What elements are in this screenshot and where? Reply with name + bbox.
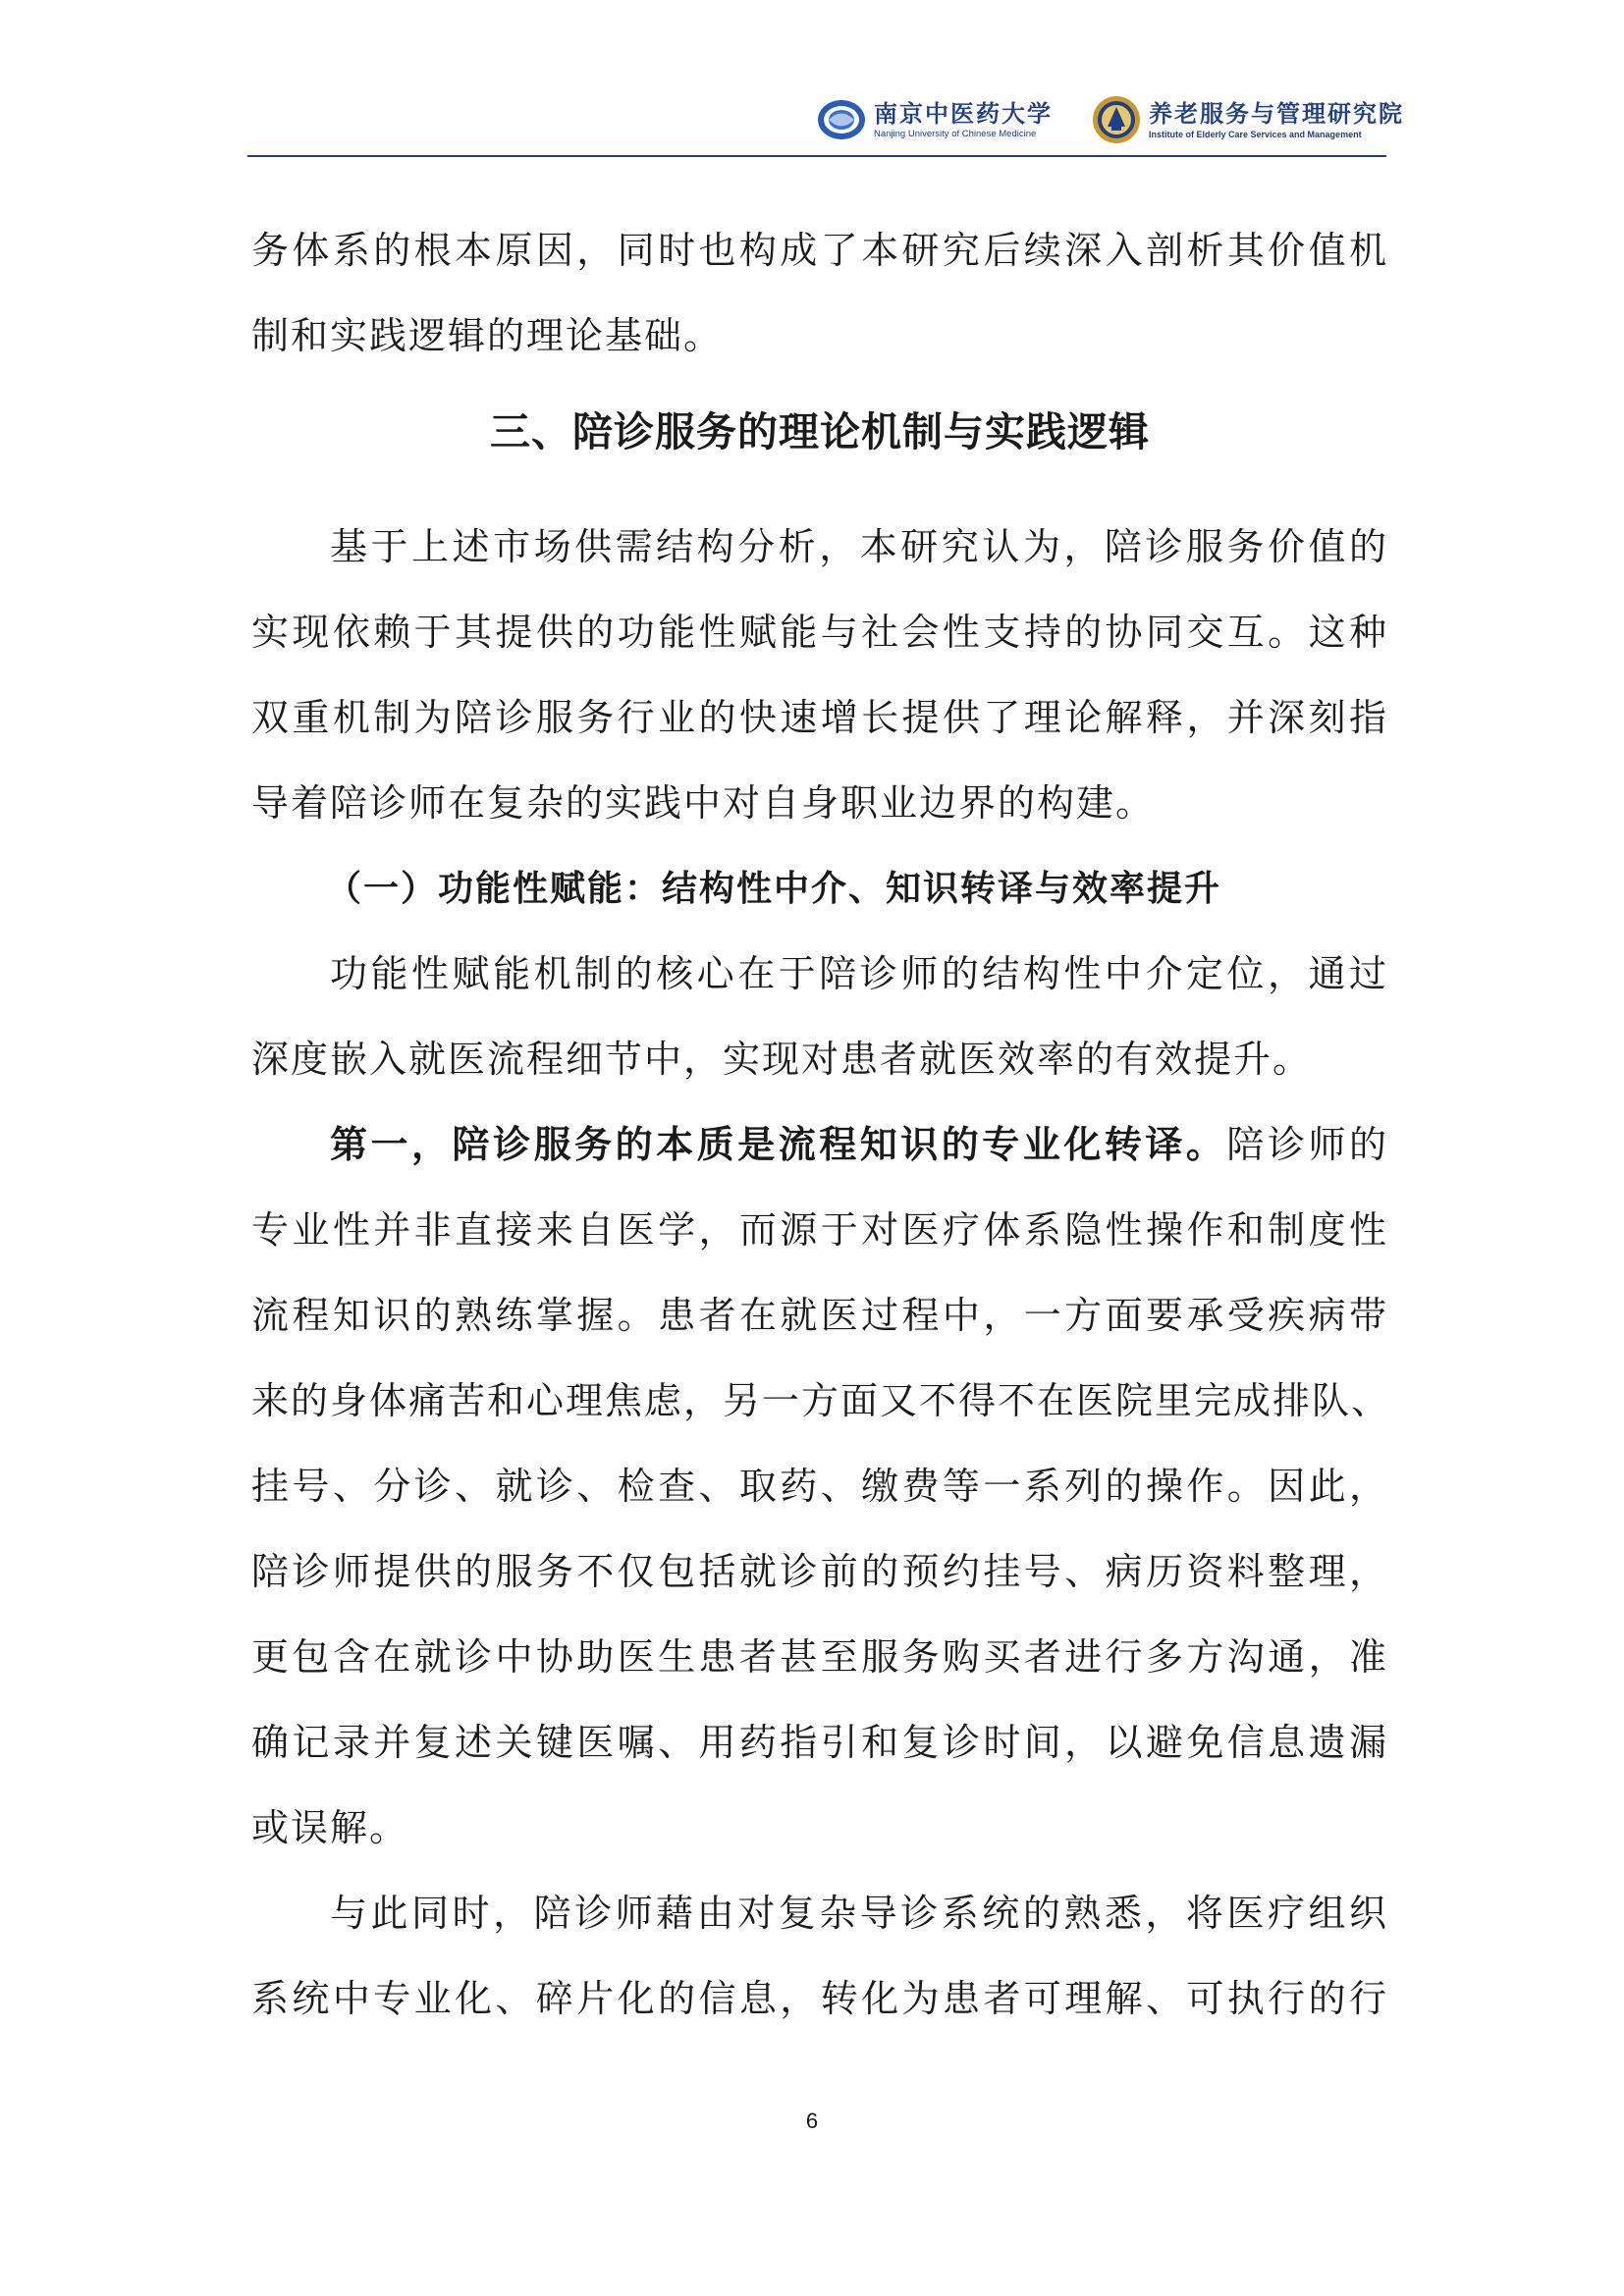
page-number: 6 xyxy=(805,2109,819,2133)
text-line: 制和实践逻辑的理论基础。 xyxy=(251,314,724,357)
institute-emblem-icon xyxy=(1092,95,1141,144)
text-line: 与此同时，陪诊师藉由对复杂导诊系统的熟悉，将医疗组织 xyxy=(330,1892,1388,1935)
institute-logo xyxy=(1092,90,1404,149)
bold-lead-sentence: 第一，陪诊服务的本质是流程知识的专业化转译。 xyxy=(330,1123,1227,1166)
header-divider xyxy=(247,155,1386,157)
text-line: 流程知识的熟练掌握。患者在就医过程中，一方面要承受疾病带 xyxy=(251,1294,1388,1337)
text-line: 系统中专业化、碎片化的信息，转化为患者可理解、可执行的行 xyxy=(251,1977,1388,2020)
paragraph xyxy=(251,1102,1391,1871)
text-line: 更包含在就诊中协助医生患者甚至服务购买者进行多方沟通，准 xyxy=(251,1635,1388,1679)
page-header xyxy=(247,90,1404,155)
text-line: 导着陪诊师在复杂的实践中对自身职业边界的构建。 xyxy=(251,781,1156,825)
text-line: 来的身体痛苦和心理焦虑，另一方面又不得不在医院里完成排队、 xyxy=(251,1379,1391,1422)
paragraph-continued xyxy=(251,208,1388,379)
text-line xyxy=(251,1102,1388,1188)
text-line: 确记录并复述关键医嘱、用药指引和复诊时间，以避免信息遗漏 xyxy=(251,1721,1388,1764)
text-line: 务体系的根本原因，同时也构成了本研究后续深入剖析其价值机 xyxy=(251,229,1388,272)
university-name-en: Nanjing University of Chinese Medicine xyxy=(874,129,1037,139)
paragraph xyxy=(251,505,1388,846)
institute-name-en: Institute of Elderly Care Services and Management xyxy=(1149,130,1362,139)
text-line: 深度嵌入就医流程细节中，实现对患者就医效率的有效提升。 xyxy=(251,1038,1313,1081)
paragraph xyxy=(251,1871,1388,2042)
paragraph xyxy=(251,932,1388,1102)
text-line: 或误解。 xyxy=(251,1806,409,1849)
text-line: 专业性并非直接来自医学，而源于对医疗体系隐性操作和制度性 xyxy=(251,1208,1388,1252)
text-line: 功能性赋能机制的核心在于陪诊师的结构性中介定位，通过 xyxy=(330,952,1388,995)
university-logo xyxy=(817,90,1053,149)
university-emblem-icon xyxy=(817,95,866,144)
institute-name: 养老服务与管理研究院 xyxy=(1149,99,1404,128)
text-span: 陪诊师的 xyxy=(1226,1123,1388,1166)
text-line: 双重机制为陪诊服务行业的快速增长提供了理论解释，并深刻指 xyxy=(251,696,1388,739)
subsection-heading: （一）功能性赋能：结构性中介、知识转译与效率提升 xyxy=(326,869,1222,909)
university-name: 南京中医药大学 xyxy=(874,99,1053,128)
text-line: 陪诊师提供的服务不仅包括就诊前的预约挂号、病历资料整理， xyxy=(251,1550,1388,1593)
page-body xyxy=(251,208,1391,2042)
text-line: 挂号、分诊、就诊、检查、取药、缴费等一系列的操作。因此， xyxy=(251,1465,1388,1508)
section-heading: 三、陪诊服务的理论机制与实践逻辑 xyxy=(490,408,1150,455)
text-line: 实现依赖于其提供的功能性赋能与社会性支持的协同交互。这种 xyxy=(251,611,1388,654)
text-line: 基于上述市场供需结构分析，本研究认为，陪诊服务价值的 xyxy=(330,525,1388,568)
